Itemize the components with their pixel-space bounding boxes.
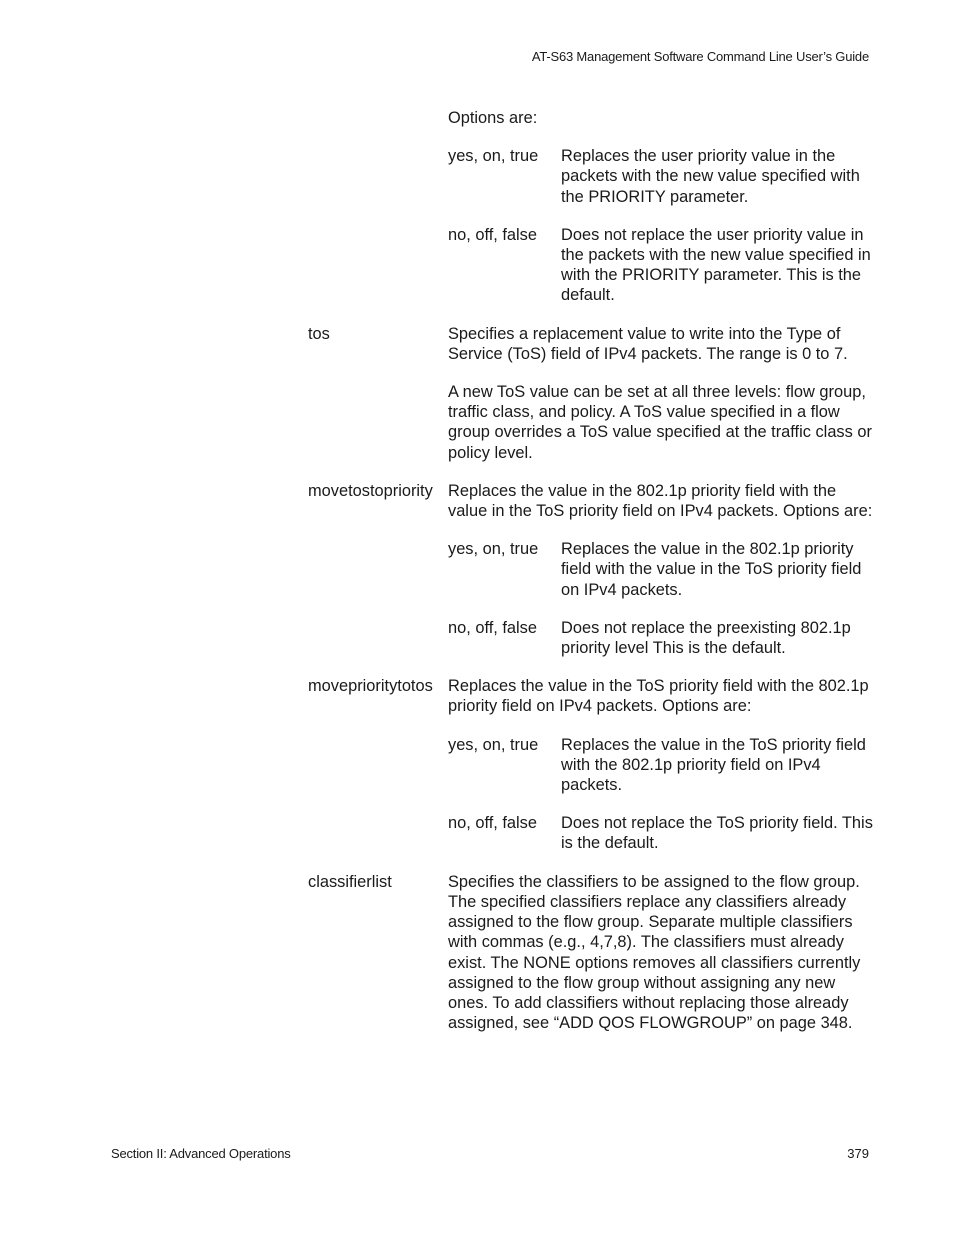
parameter-description: Replaces the value in the 802.1p priority field with the value in the ToS priority field on IPv4 packets. Options are: [448,481,873,521]
option-description: Replaces the value in the ToS priority field with the 802.1p priority field on IPv4 packets. [561,735,866,795]
option-row [448,225,873,306]
option-key: yes, on, true [448,735,539,754]
option-row [448,813,873,853]
option-key: yes, on, true [448,147,539,166]
parameter-tos [308,324,873,364]
option-key: no, off, false [448,618,537,637]
page-number: 379 [847,1146,869,1161]
option-key: no, off, false [448,225,537,244]
parameter-movetostopriority [308,481,873,521]
parameter-note: A new ToS value can be set at all three levels: flow group, traffic class, and policy. A ToS value specified in a flow group overrides a ToS value specified at the traffic class or policy level. [448,383,872,462]
options-label: Options are: [448,109,538,127]
option-description: Does not replace the ToS priority field. This is the default. [561,814,873,853]
option-row [448,735,873,796]
option-key: yes, on, true [448,540,539,559]
parameter-term: classifierlist [308,872,392,891]
option-row [448,146,873,207]
parameter-description: Specifies the classifiers to be assigned to the flow group. The specified classifiers replace any classifiers already assigned to the flow group. Separate multiple classifiers with commas (e.g., 4,7,8). The classifiers must already exist. The NONE options removes all classifiers currently assigned to the flow group without assigning any new ones. To add classifiers without replacing those already assigned, see “ADD QOS FLOWGROUP” on page 348. [448,872,861,1033]
running-header: AT-S63 Management Software Command Line User’s Guide [531,49,869,64]
option-description: Replaces the value in the 802.1p priority field with the value in the ToS priority field on IPv4 packets. [561,540,862,599]
option-description: Does not replace the preexisting 802.1p priority level This is the default. [561,618,851,658]
parameter-term: tos [308,324,330,343]
option-row [448,618,873,658]
parameter-list [308,108,873,1033]
parameter-term: movetostopriority [308,481,433,500]
parameter-classifierlist [308,872,873,1034]
option-description: Does not replace the user priority value in the packets with the new value specified in with the PRIORITY parameter. This is the default. [561,225,871,305]
parameter-description: Specifies a replacement value to write into the Type of Service (ToS) field of IPv4 packets. The range is 0 to 7. [448,324,848,363]
option-key: no, off, false [448,814,537,833]
footer-section: Section II: Advanced Operations [111,1146,291,1161]
parameter-description: Replaces the value in the ToS priority field with the 802.1p priority field on IPv4 packets. Options are: [448,677,869,716]
parameter-term: moveprioritytotos [308,677,433,696]
option-row [448,539,873,600]
parameter-movepriorityto [308,676,873,716]
option-description: Replaces the user priority value in the packets with the new value specified with the PRIORITY parameter. [561,147,860,206]
